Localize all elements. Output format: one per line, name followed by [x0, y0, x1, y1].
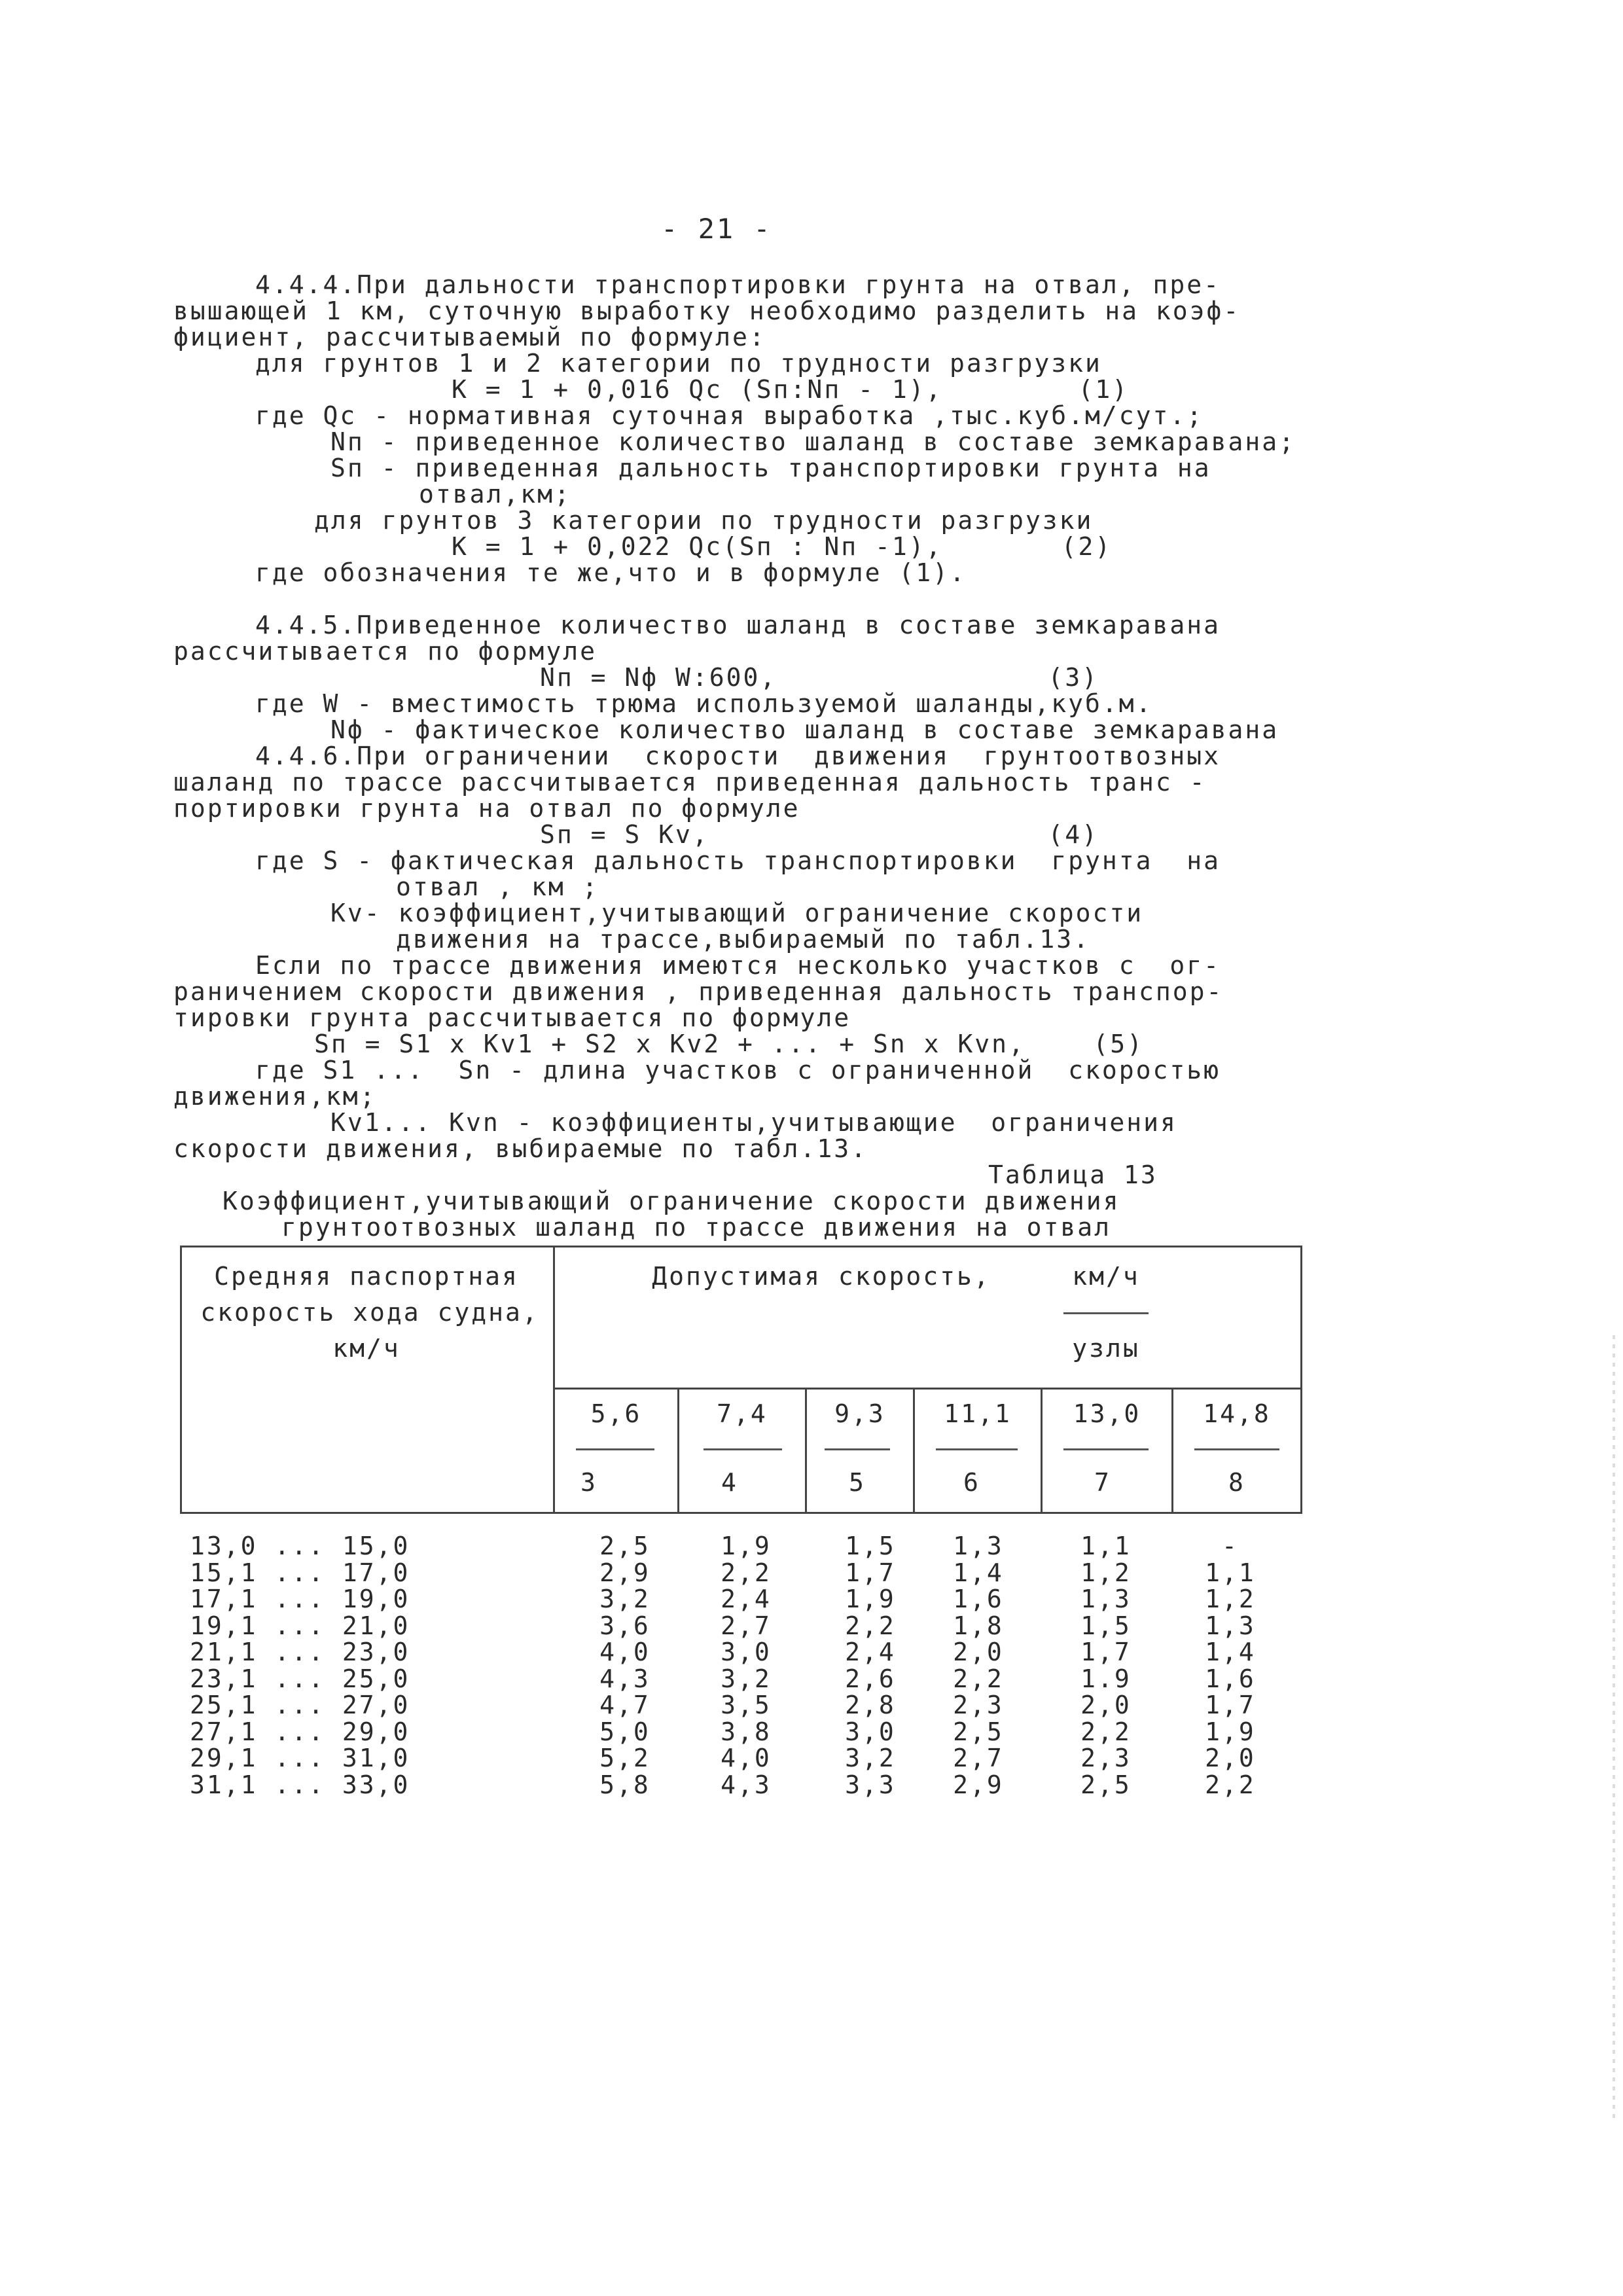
speed-fraction-line: [1194, 1448, 1279, 1450]
paragraph-4-4-4-line: для грунтов 1 и 2 категории по трудности разгрузки: [255, 349, 1102, 378]
row-speed-range: 25,1 ... 27,0: [190, 1691, 410, 1719]
coefficient-cell: 1.9: [1080, 1664, 1132, 1693]
coefficient-cell: 3,2: [721, 1664, 772, 1693]
coefficient-cell: 2,2: [845, 1611, 896, 1640]
header-unit-kmh: км/ч: [1072, 1262, 1140, 1291]
speed-fraction-line: [576, 1448, 654, 1450]
speed-kmh-cell: 7,4: [717, 1399, 768, 1428]
speed-fraction-line: [704, 1448, 782, 1450]
table-header-divider: [553, 1246, 555, 1514]
coefficient-cell: 1,2: [1080, 1558, 1132, 1587]
paragraph-4-4-6-line: 4.4.6.При ограничении скорости движения грунтоотвозных: [255, 742, 1221, 770]
coefficient-cell: 5,8: [599, 1770, 651, 1799]
paragraph-4-4-4-line: 4.4.4.При дальности транспортировки грунта на отвал, пре-: [255, 270, 1221, 299]
speed-fraction-line: [825, 1448, 890, 1450]
coefficient-cell: 1,6: [1205, 1664, 1256, 1693]
coefficient-cell: 2,4: [845, 1638, 896, 1666]
coefficient-cell: 1,4: [1205, 1638, 1256, 1666]
speed-knots-cell: 4: [721, 1468, 738, 1497]
speed-fraction-line: [1063, 1448, 1149, 1450]
coefficient-cell: 2,9: [953, 1770, 1004, 1799]
coefficient-cell: 3,6: [599, 1611, 651, 1640]
coefficient-cell: 1,1: [1080, 1532, 1132, 1560]
coefficient-cell: 2,5: [953, 1717, 1004, 1746]
paragraph-4-4-6-line: шаланд по трассе рассчитывается приведенная дальность транс -: [173, 768, 1207, 797]
paragraph-4-4-5-line: 4.4.5.Приведенное количество шаланд в составе земкаравана: [255, 611, 1221, 639]
table-left-border: [180, 1246, 182, 1514]
coefficient-cell: 2,9: [599, 1558, 651, 1587]
coefficient-cell: -: [1222, 1532, 1239, 1560]
definition-line: где W - вместимость трюма используемой шаланды,куб.м.: [255, 689, 1153, 718]
coefficient-cell: 2,2: [1080, 1717, 1132, 1746]
speed-knots-cell: 3: [580, 1468, 597, 1497]
table-right-border: [1300, 1246, 1302, 1514]
coefficient-cell: 3,2: [845, 1744, 896, 1772]
coefficient-cell: 5,0: [599, 1717, 651, 1746]
coefficient-cell: 4,0: [599, 1638, 651, 1666]
formula-1: K = 1 + 0,016 Qc (Sп:Nп - 1), (1): [452, 375, 1130, 404]
coefficient-cell: 2,7: [721, 1611, 772, 1640]
coefficient-cell: 4,3: [721, 1770, 772, 1799]
coefficient-cell: 1,5: [845, 1532, 896, 1560]
coefficient-cell: 1,9: [845, 1585, 896, 1613]
header-avg-speed: Средняя паспортная: [214, 1262, 519, 1291]
header-avg-speed: скорость хода судна,: [200, 1298, 539, 1327]
coefficient-cell: 1,1: [1205, 1558, 1256, 1587]
definition-line: отвал,км;: [419, 480, 571, 509]
definition-line: Sп - приведенная дальность транспортировки грунта на: [330, 454, 1211, 482]
row-speed-range: 23,1 ... 25,0: [190, 1664, 410, 1693]
coefficient-cell: 4,7: [599, 1691, 651, 1719]
header-avg-speed-unit: км/ч: [332, 1334, 401, 1363]
formula-2: K = 1 + 0,022 Qc(Sп : Nп -1), (2): [452, 532, 1113, 561]
coefficient-cell: 3,0: [845, 1717, 896, 1746]
row-speed-range: 31,1 ... 33,0: [190, 1770, 410, 1799]
definition-line: Nп - приведенное количество шаланд в составе земкаравана;: [330, 427, 1296, 456]
table-mid-divider: [553, 1388, 1302, 1390]
row-speed-range: 27,1 ... 29,0: [190, 1717, 410, 1746]
coefficient-cell: 2,5: [599, 1532, 651, 1560]
definition-line: Kv- коэффициент,учитывающий ограничение скорости: [330, 899, 1144, 927]
coefficient-cell: 2,4: [721, 1585, 772, 1613]
coefficient-cell: 1,9: [1205, 1717, 1256, 1746]
coefficient-cell: 4,3: [599, 1664, 651, 1693]
paragraph-line: где обозначения те же,что и в формуле (1).: [255, 558, 967, 587]
speed-knots-cell: 7: [1094, 1468, 1111, 1497]
coefficient-cell: 2,0: [953, 1638, 1004, 1666]
row-speed-range: 13,0 ... 15,0: [190, 1532, 410, 1560]
row-speed-range: 21,1 ... 23,0: [190, 1638, 410, 1666]
coefficient-cell: 2,5: [1080, 1770, 1132, 1799]
formula-4: Sп = S Kv, (4): [540, 820, 1099, 849]
definition-line: где Qc - нормативная суточная выработка ,тыс.куб.м/сут.;: [255, 401, 1204, 430]
coefficient-cell: 2,0: [1205, 1744, 1256, 1772]
speed-knots-cell: 6: [963, 1468, 980, 1497]
paragraph-4-4-4-line: вышающей 1 км, суточную выработку необходимо разделить на коэф-: [173, 296, 1241, 325]
row-speed-range: 17,1 ... 19,0: [190, 1585, 410, 1613]
speed-kmh-cell: 9,3: [834, 1399, 885, 1428]
coefficient-cell: 1,5: [1080, 1611, 1132, 1640]
header-unit-knots: узлы: [1072, 1334, 1140, 1363]
row-speed-range: 15,1 ... 17,0: [190, 1558, 410, 1587]
formula-5: Sп = S1 x Kv1 + S2 x Kv2 + ... + Sn x Kvn, (5): [314, 1030, 1145, 1058]
formula-3: Nп = Nф W:600, (3): [540, 663, 1099, 692]
paragraph-line: для грунтов 3 категории по трудности разгрузки: [314, 506, 1094, 535]
paragraph-4-4-5-line: рассчитывается по формуле: [173, 637, 597, 666]
speed-knots-cell: 5: [849, 1468, 866, 1497]
coefficient-cell: 2,7: [953, 1744, 1004, 1772]
coefficient-cell: 3,2: [599, 1585, 651, 1613]
paragraph-line: тировки грунта рассчитывается по формуле: [173, 1003, 851, 1032]
table-caption: Коэффициент,учитывающий ограничение скорости движения: [223, 1187, 1120, 1215]
coefficient-cell: 2,0: [1080, 1691, 1132, 1719]
coefficient-cell: 2,3: [953, 1691, 1004, 1719]
speed-fraction-line: [936, 1448, 1018, 1450]
coefficient-cell: 2,3: [1080, 1744, 1132, 1772]
coefficient-cell: 4,0: [721, 1744, 772, 1772]
table-caption: грунтоотвозных шаланд по трассе движения на отвал: [281, 1213, 1112, 1242]
definition-line: Kv1... Kvn - коэффициенты,учитывающие ограничения: [330, 1108, 1177, 1137]
speed-kmh-cell: 14,8: [1203, 1399, 1271, 1428]
page-number: - 21 -: [661, 213, 772, 245]
unit-fraction-line: [1063, 1312, 1149, 1314]
definition-line: Nф - фактическое количество шаланд в составе земкаравана: [330, 715, 1279, 744]
coefficient-cell: 1,3: [953, 1532, 1004, 1560]
coefficient-cell: 2,2: [1205, 1770, 1256, 1799]
coefficient-cell: 2,2: [953, 1664, 1004, 1693]
scan-artifact: [1613, 1335, 1615, 2121]
definition-line: отвал , км ;: [396, 872, 599, 901]
header-allowed-speed: Допустимая скорость,: [652, 1262, 991, 1291]
row-speed-range: 19,1 ... 21,0: [190, 1611, 410, 1640]
coefficient-cell: 5,2: [599, 1744, 651, 1772]
coefficient-cell: 2,8: [845, 1691, 896, 1719]
coefficient-cell: 3,8: [721, 1717, 772, 1746]
speed-kmh-cell: 13,0: [1073, 1399, 1141, 1428]
speed-kmh-cell: 5,6: [590, 1399, 642, 1428]
coefficient-cell: 1,7: [1205, 1691, 1256, 1719]
definition-line: скорости движения, выбираемые по табл.13.: [173, 1134, 868, 1163]
definition-line: где S1 ... Sn - длина участков с ограниченной скоростью: [255, 1056, 1221, 1085]
definition-line: движения,км;: [173, 1082, 377, 1111]
table-top-border: [180, 1246, 1302, 1247]
coefficient-cell: 1,4: [953, 1558, 1004, 1587]
paragraph-4-4-6-line: портировки грунта на отвал по формуле: [173, 794, 800, 823]
coefficient-cell: 1,6: [953, 1585, 1004, 1613]
coefficient-cell: 3,3: [845, 1770, 896, 1799]
coefficient-cell: 1,2: [1205, 1585, 1256, 1613]
definition-line: где S - фактическая дальность транспортировки грунта на: [255, 846, 1221, 875]
paragraph-line: раничением скорости движения , приведенная дальность транспор-: [173, 977, 1224, 1006]
table-bottom-border: [180, 1512, 1302, 1514]
speed-knots-cell: 8: [1228, 1468, 1245, 1497]
paragraph-4-4-4-line: фициент, рассчитываемый по формуле:: [173, 323, 766, 351]
coefficient-cell: 2,2: [721, 1558, 772, 1587]
coefficient-cell: 1,3: [1205, 1611, 1256, 1640]
coefficient-cell: 1,7: [845, 1558, 896, 1587]
coefficient-cell: 1,3: [1080, 1585, 1132, 1613]
speed-kmh-cell: 11,1: [944, 1399, 1012, 1428]
coefficient-cell: 2,6: [845, 1664, 896, 1693]
coefficient-cell: 1,7: [1080, 1638, 1132, 1666]
definition-line: движения на трассе,выбираемый по табл.13.: [396, 925, 1090, 954]
coefficient-cell: 3,5: [721, 1691, 772, 1719]
paragraph-line: Если по трассе движения имеются несколько участков с ог-: [255, 951, 1221, 980]
table-label: Таблица 13: [988, 1160, 1158, 1189]
coefficient-cell: 1,8: [953, 1611, 1004, 1640]
row-speed-range: 29,1 ... 31,0: [190, 1744, 410, 1772]
coefficient-cell: 1,9: [721, 1532, 772, 1560]
coefficient-cell: 3,0: [721, 1638, 772, 1666]
